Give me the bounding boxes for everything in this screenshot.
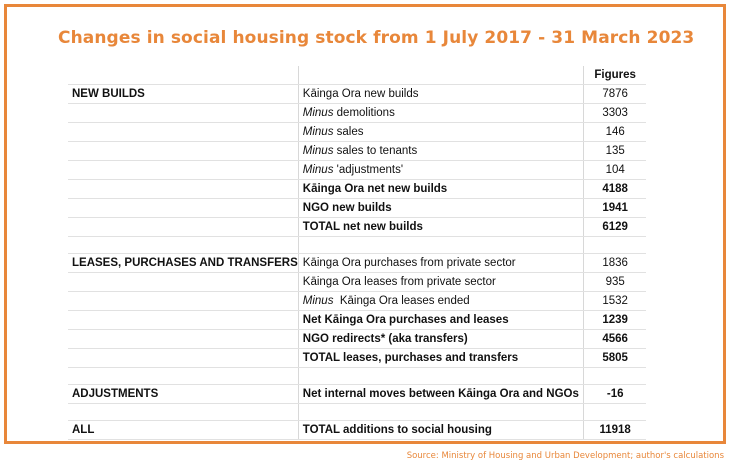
figure-value: 1532: [584, 292, 646, 311]
item-label: sales: [333, 126, 364, 138]
item-label: Kāinga Ora new builds: [302, 88, 419, 100]
section-label: [68, 218, 298, 237]
spacer-row: [68, 404, 646, 421]
item-label-cell: [298, 254, 584, 273]
section-label: [68, 292, 298, 311]
section-label: ALL: [68, 421, 298, 440]
item-label: 'adjustments': [333, 164, 404, 176]
item-label: Kāinga Ora leases ended: [333, 295, 470, 307]
table-row: [68, 330, 646, 349]
social-housing-table: [68, 66, 646, 440]
item-label: Net Kāinga Ora purchases and leases: [302, 314, 509, 326]
spacer-row: [68, 237, 646, 254]
section-label: [68, 349, 298, 368]
item-label: Kāinga Ora purchases from private sector: [302, 257, 516, 269]
section-label: [68, 142, 298, 161]
section-label: ADJUSTMENTS: [68, 385, 298, 404]
minus-prefix: Minus: [302, 164, 334, 176]
figure-value: 4188: [584, 180, 646, 199]
table-row: [68, 104, 646, 123]
item-label: TOTAL leases, purchases and transfers: [302, 352, 519, 364]
header-row: [68, 66, 646, 85]
item-label-cell: [298, 180, 584, 199]
figures-header: Figures: [584, 66, 646, 85]
table-row: [68, 292, 646, 311]
table-row: [68, 199, 646, 218]
figure-value: 935: [584, 273, 646, 292]
section-label: [68, 104, 298, 123]
empty-cell: [584, 237, 646, 254]
section-label: LEASES, PURCHASES AND TRANSFERS: [68, 254, 298, 273]
figure-value: 5805: [584, 349, 646, 368]
figure-value: 6129: [584, 218, 646, 237]
item-label-cell: [298, 104, 584, 123]
item-label: demolitions: [333, 107, 395, 119]
item-label-cell: [298, 421, 584, 440]
item-label: NGO redirects* (aka transfers): [302, 333, 468, 345]
figure-value: 3303: [584, 104, 646, 123]
empty-cell: [584, 368, 646, 385]
item-label-cell: [298, 292, 584, 311]
spacer-row: [68, 368, 646, 385]
item-label: Kāinga Ora leases from private sector: [302, 276, 496, 288]
figure-value: 4566: [584, 330, 646, 349]
section-label: [68, 311, 298, 330]
figure-value: 104: [584, 161, 646, 180]
item-label-cell: [298, 199, 584, 218]
item-label-cell: [298, 385, 584, 404]
minus-prefix: Minus: [302, 145, 334, 157]
table-row: [68, 349, 646, 368]
section-label: [68, 273, 298, 292]
section-label: [68, 123, 298, 142]
figure-value: 146: [584, 123, 646, 142]
empty-cell: [584, 404, 646, 421]
empty-cell: [68, 404, 298, 421]
item-label-cell: [298, 161, 584, 180]
minus-prefix: Minus: [302, 295, 334, 307]
item-label-cell: [298, 142, 584, 161]
item-label: Kāinga Ora net new builds: [302, 183, 448, 195]
section-label: [68, 180, 298, 199]
figure-title: Changes in social housing stock from 1 July 2017 - 31 March 2023: [58, 28, 695, 48]
item-label-cell: [298, 349, 584, 368]
section-label: NEW BUILDS: [68, 85, 298, 104]
table-row: [68, 311, 646, 330]
table-row: [68, 123, 646, 142]
item-label: sales to tenants: [333, 145, 418, 157]
empty-cell: [68, 368, 298, 385]
item-label: Net internal moves between Kāinga Ora and NGOs: [302, 388, 579, 400]
table-row: [68, 385, 646, 404]
empty-cell: [298, 237, 584, 254]
empty-cell: [68, 237, 298, 254]
table-row: [68, 254, 646, 273]
figure-value: -16: [584, 385, 646, 404]
figure-value: 1836: [584, 254, 646, 273]
table-row: [68, 421, 646, 440]
minus-prefix: Minus: [302, 126, 334, 138]
figure-value: 1941: [584, 199, 646, 218]
table-row: [68, 142, 646, 161]
header-empty-cell: [298, 66, 584, 85]
item-label: TOTAL additions to social housing: [302, 424, 492, 436]
item-label-cell: [298, 311, 584, 330]
item-label-cell: [298, 218, 584, 237]
item-label: TOTAL net new builds: [302, 221, 423, 233]
empty-cell: [298, 404, 584, 421]
table-row: [68, 180, 646, 199]
source-note: Source: Ministry of Housing and Urban Development; author's calculations: [406, 451, 724, 461]
item-label: NGO new builds: [302, 202, 392, 214]
item-label-cell: [298, 85, 584, 104]
figure-value: 1239: [584, 311, 646, 330]
section-label: [68, 199, 298, 218]
header-empty-cell: [68, 66, 298, 85]
empty-cell: [298, 368, 584, 385]
table-row: [68, 218, 646, 237]
section-label: [68, 161, 298, 180]
figure-value: 11918: [584, 421, 646, 440]
item-label-cell: [298, 273, 584, 292]
minus-prefix: Minus: [302, 107, 334, 119]
item-label-cell: [298, 330, 584, 349]
section-label: [68, 330, 298, 349]
figure-value: 7876: [584, 85, 646, 104]
table-row: [68, 85, 646, 104]
figure-value: 135: [584, 142, 646, 161]
table-row: [68, 161, 646, 180]
table-row: [68, 273, 646, 292]
item-label-cell: [298, 123, 584, 142]
